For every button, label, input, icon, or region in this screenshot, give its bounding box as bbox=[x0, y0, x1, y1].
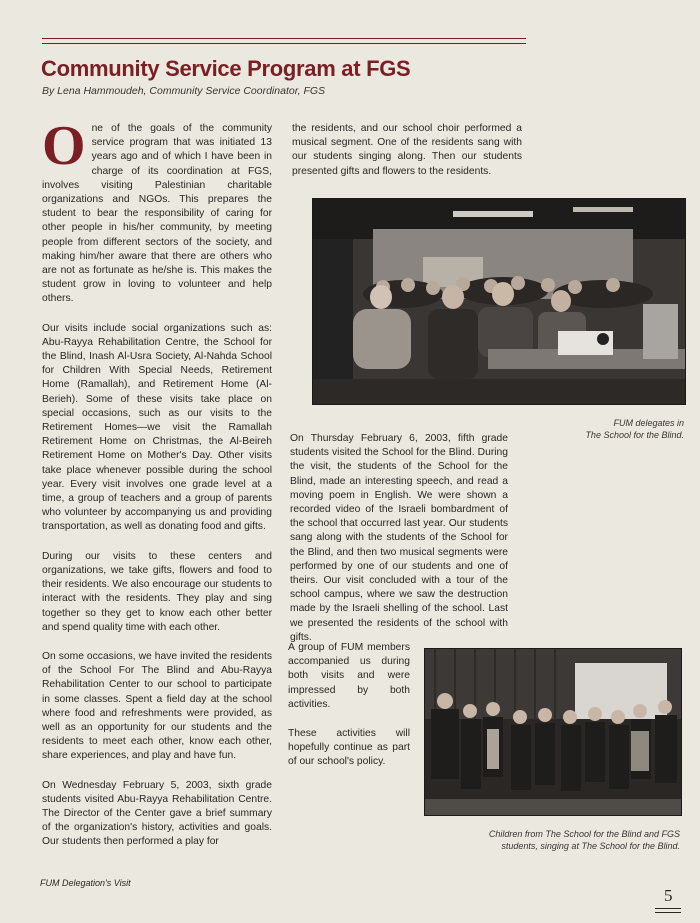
caption-top-photo bbox=[520, 418, 684, 441]
photo-audience-image bbox=[313, 199, 685, 404]
paragraph-gifts: During our visits to these centers and organizations, we take gifts, flowers and food to their residents. We also encourage our students to interact with the residents. They play and sing together so they get to know each other better and spend quality time with each other. bbox=[42, 550, 272, 633]
paragraph-intro: One of the goals of the community service program that was initiated 13 years ago and of which I have been in charge of its coordination at FGS, involves visiting Palestinian charitable organizations and NGOs. This prepares the student to bear the responsibility of caring for other people in his/her community, by meeting people from different sectors of the society, and making him/her aware that there are others who are not as fortunate as he/she is. This makes the student grow in loving to volunteer and help others. bbox=[42, 115, 272, 305]
page-number-rule bbox=[655, 908, 681, 913]
caption-bottom-line2: students, singing at The School for the Blind. bbox=[501, 840, 680, 851]
paragraph-continued: the residents, and our school choir performed a musical segment. One of the residents sang with our students singing along. Then our students presented gifts and flowers to the residents. bbox=[292, 123, 522, 177]
caption-top-line1: FUM delegates in bbox=[613, 418, 684, 428]
right-column-bottom bbox=[288, 641, 410, 785]
header-rule bbox=[42, 38, 526, 44]
paragraph-fum-members: A group of FUM members accompanied us during both visits and were impressed by both activities. bbox=[288, 642, 410, 710]
page-number: 5 bbox=[664, 886, 673, 905]
paragraph-school-for-blind: On Thursday February 6, 2003, fifth grade students visited the School for the Blind. During the visit, the students of the School for the Blind, made an interesting speech, and read a moving poem in English. We were shown a recorded video of the Israeli bombardment of the school that occurred last year. Our students sang along with the students of the School for the Blind, and then two musical segments were performed by one of our students and one of theirs. Our visit concluded with a tour of the school campus, where we saw the destruction made by the Israeli shelling of the school. Last we presented the residents of the school with gifts. bbox=[290, 433, 508, 643]
left-column bbox=[42, 115, 272, 865]
paragraph-abu-rayya: On Wednesday February 5, 2003, sixth grade students visited Abu-Rayya Rehabilitation Centre. The Director of the Center gave a brief summary of the organization's history, activities and goals. Our students then performed a play for bbox=[42, 779, 272, 848]
drop-cap: O bbox=[42, 115, 86, 177]
photo-children-singing bbox=[424, 648, 682, 816]
footer-section-label: FUM Delegation's Visit bbox=[40, 878, 131, 888]
caption-bottom-photo bbox=[440, 829, 680, 852]
paragraph-visits: Our visits include social organizations such as: Abu-Rayya Rehabilitation Centre, the School for the Blind, Inash Al-Usra Society, Al-Nahda School for Children With Special Needs, Retirement Home (Ramallah), and Retirement Home (Al-Berieh). Some of these visits take place on special occasions, such as our visits to the Retirement Homes—we visit the Ramallah Retirement Home on Christmas, the Al-Beireh Retirement Home on Mother's Day. Other visits take place whenever possible during the school year. Every visit involves one grade level at a time, a group of teachers and a group of parents who volunteer by accompanying us and providing transportation, as well as donating food and gifts. bbox=[42, 322, 272, 533]
caption-bottom-line1: Children from The School for the Blind and FGS bbox=[488, 829, 680, 839]
article-byline: By Lena Hammoudeh, Community Service Coordinator, FGS bbox=[42, 85, 326, 97]
photo-choir-image bbox=[425, 649, 681, 815]
caption-top-line2: The School for the Blind. bbox=[585, 429, 684, 440]
right-column-middle bbox=[290, 432, 508, 660]
paragraph-policy: These activities will hopefully continue as part of our school's policy. bbox=[288, 728, 410, 768]
right-column-top bbox=[292, 122, 522, 194]
photo-fum-delegates bbox=[312, 198, 686, 405]
article-title: Community Service Program at FGS bbox=[41, 56, 411, 81]
paragraph-invitations: On some occasions, we have invited the residents of the School For The Blind and Abu-Rayya Rehabilitation Center to our school to participate in some classes. Spent a field day at the school where food and refreshments were provided, as well as an opportunity for our students and the residents to meet each other, know each other, share experiences, and play and have fun. bbox=[42, 650, 272, 762]
